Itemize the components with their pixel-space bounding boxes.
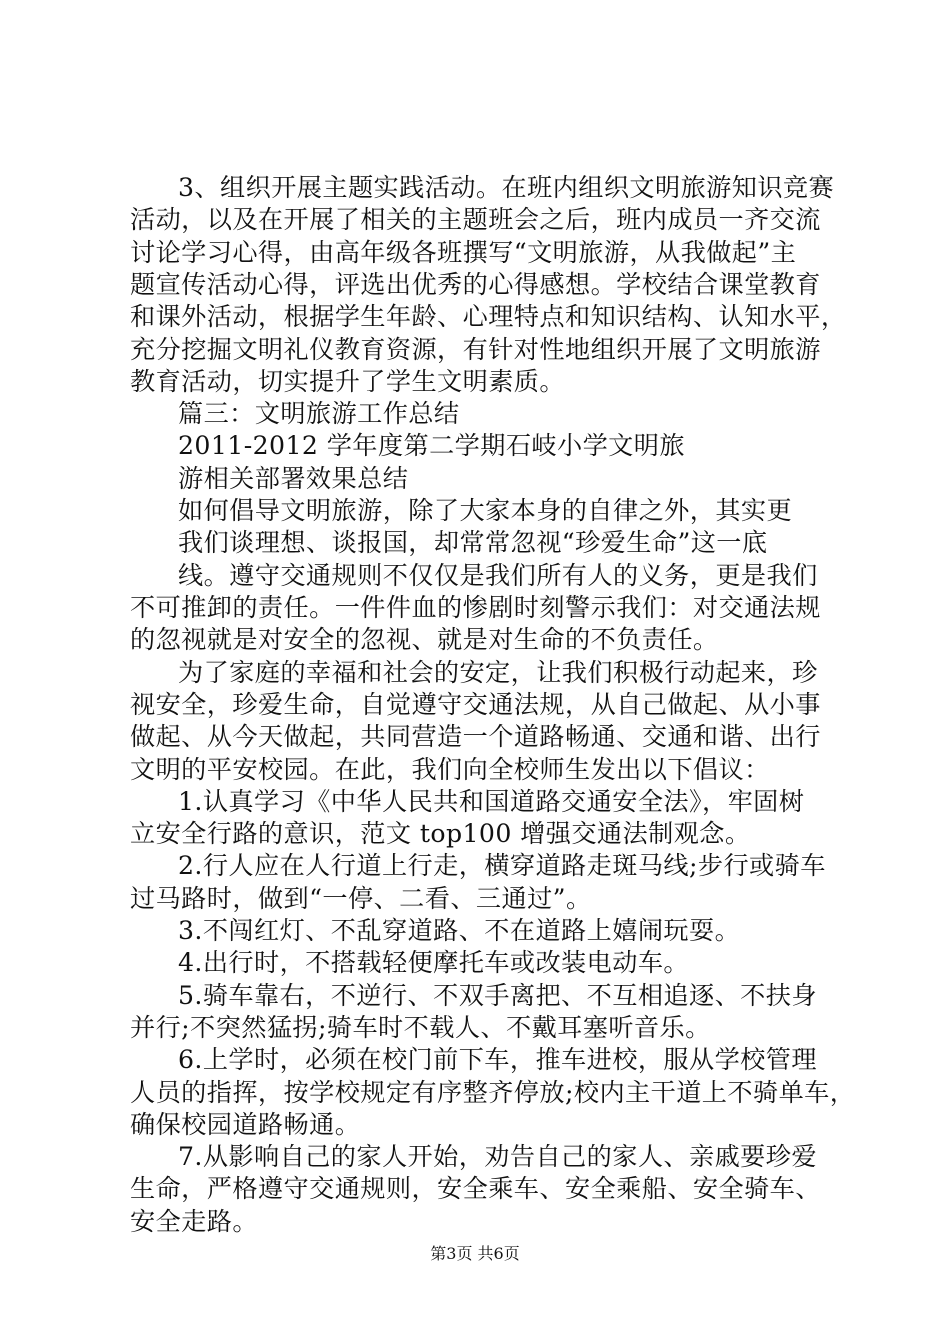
text-line: 并行;不突然猛拐;骑车时不载人、不戴耳塞听音乐。 xyxy=(130,1012,711,1042)
text-line: 立安全行路的意识，范文 top100 增强交通法制观念。 xyxy=(130,819,751,849)
text-line: 线。遵守交通规则不仅仅是我们所有人的义务，更是我们 xyxy=(178,560,818,590)
text-line: 4.出行时，不搭载轻便摩托车或改装电动车。 xyxy=(178,948,689,978)
text-line: 文明的平安校园。在此，我们向全校师生发出以下倡议： xyxy=(130,754,770,784)
text-line: 安全走路。 xyxy=(130,1206,258,1236)
text-line: 活动，以及在开展了相关的主题班会之后，班内成员一齐交流 xyxy=(130,205,821,235)
text-line: 题宣传活动心得，评选出优秀的心得感想。学校结合课堂教育 xyxy=(130,269,821,299)
text-line: 游相关部署效果总结 xyxy=(178,463,409,493)
text-line: 人员的指挥，按学校规定有序整齐停放;校内主干道上不骑单车， xyxy=(130,1077,856,1107)
text-line: 做起、从今天做起，共同营造一个道路畅通、交通和谐、出行 xyxy=(130,722,821,752)
text-line: 7.从影响自己的家人开始，劝告自己的家人、亲戚要珍爱 xyxy=(178,1142,817,1172)
text-line: 我们谈理想、谈报国，却常常忽视“珍爱生命”这一底 xyxy=(178,528,768,558)
page-footer: 第3页 共6页 xyxy=(430,1244,520,1263)
text-line: 1.认真学习《中华人民共和国道路交通安全法》，牢固树 xyxy=(178,786,805,816)
text-line: 讨论学习心得，由高年级各班撰写“文明旅游，从我做起”主 xyxy=(130,237,797,267)
text-line: 如何倡导文明旅游，除了大家本身的自律之外，其实更 xyxy=(178,496,793,525)
text-line: 确保校园道路畅通。 xyxy=(130,1109,361,1139)
text-line: 3.不闯红灯、不乱穿道路、不在道路上嬉闹玩耍。 xyxy=(178,916,741,945)
text-line: 教育活动，切实提升了学生文明素质。 xyxy=(130,366,565,396)
text-line: 和课外活动，根据学生年龄、心理特点和知识结构、认知水平， xyxy=(130,302,847,332)
text-line: 生命，严格遵守交通规则，安全乘车、安全乘船、安全骑车、 xyxy=(130,1174,821,1204)
text-line: 6.上学时，必须在校门前下车，推车进校，服从学校管理 xyxy=(178,1045,817,1075)
text-line: 过马路时，做到“一停、二看、三通过”。 xyxy=(130,883,592,913)
text-line: 5.骑车靠右，不逆行、不双手离把、不互相追逐、不扶身 xyxy=(178,980,817,1010)
text-line: 充分挖掘文明礼仪教育资源，有针对性地组织开展了文明旅游 xyxy=(130,334,821,364)
section-heading: 篇三：文明旅游工作总结 xyxy=(178,399,460,429)
text-line: 3、组织开展主题实践活动。在班内组织文明旅游知识竞赛 xyxy=(178,173,835,202)
text-line: 的忽视就是对安全的忽视、就是对生命的不负责任。 xyxy=(130,625,719,655)
text-line: 2.行人应在人行道上行走，横穿道路走斑马线;步行或骑车 xyxy=(178,851,826,881)
text-line: 不可推卸的责任。一件件血的惨剧时刻警示我们：对交通法规 xyxy=(130,592,821,622)
text-line: 视安全，珍爱生命，自觉遵守交通法规，从自己做起、从小事 xyxy=(130,689,821,719)
text-line: 2011-2012 学年度第二学期石岐小学文明旅 xyxy=(178,431,685,461)
text-line: 为了家庭的幸福和社会的安定，让我们积极行动起来，珍 xyxy=(178,657,818,687)
